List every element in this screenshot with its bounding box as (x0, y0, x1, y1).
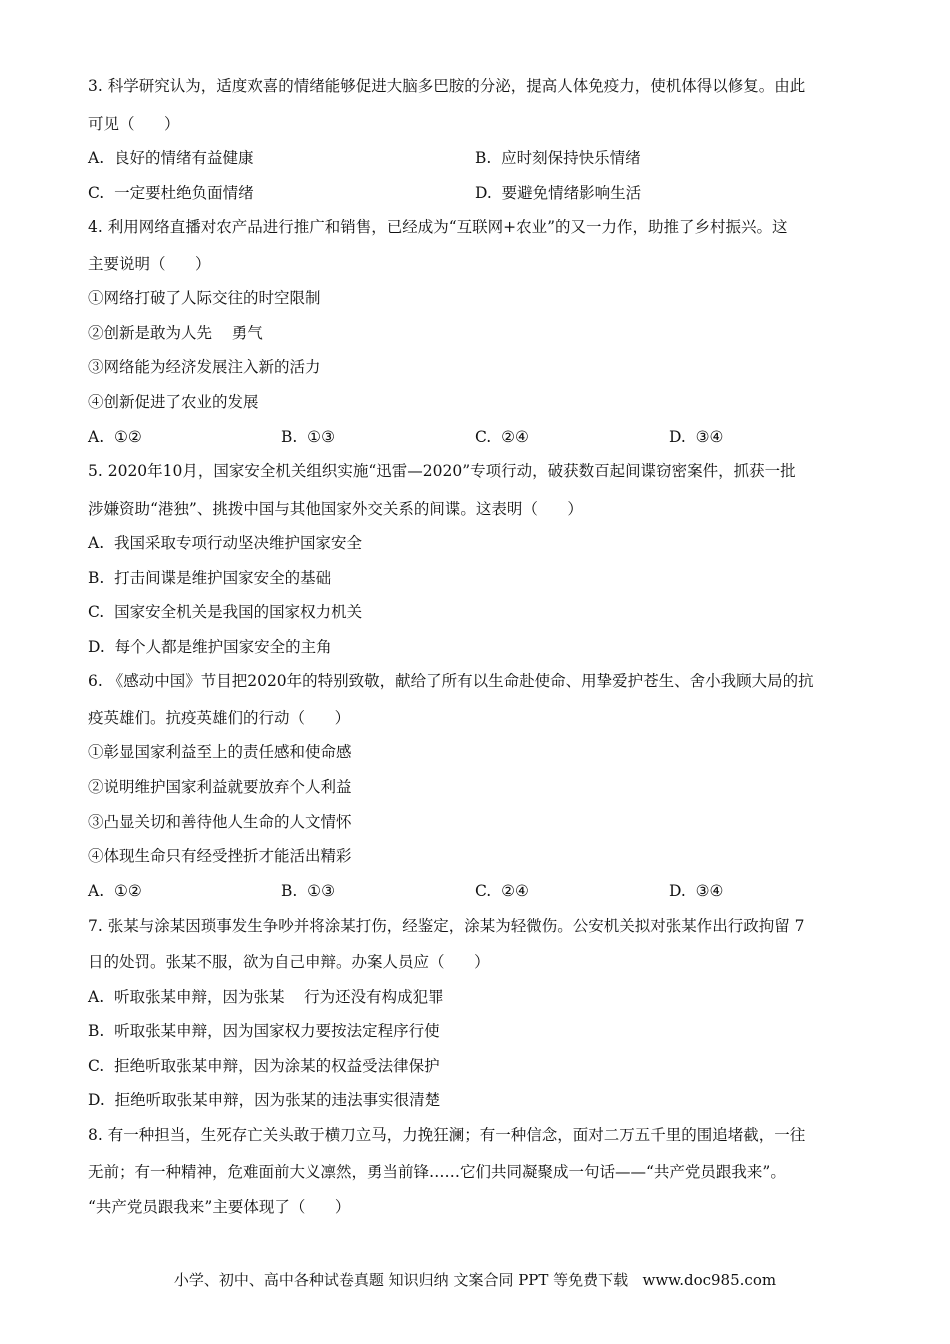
q5-stem-line1: 5. 2020年10月，国家安全机关组织实施“迅雷—2020”专项行动，破获数百起间谍窃密案件，抓获一批 (88, 462, 796, 480)
q5-stem-line2: 涉嫌资助“港独”、挑拨中国与其他国家外交关系的间谍。这表明（ ） (88, 500, 583, 518)
q6-item-3: ③凸显关切和善待他人生命的人文情怀 (88, 813, 352, 831)
q4-item-1: ①网络打破了人际交往的时空限制 (88, 289, 321, 307)
q4-item-4: ④创新促进了农业的发展 (88, 393, 259, 411)
q3-option-a: A. 良好的情绪有益健康 (88, 149, 254, 167)
q4-item-2: ②创新是敢为人先 勇气 (88, 324, 263, 342)
q7-option-b: B. 听取张某申辩，因为国家权力要按法定程序行使 (88, 1022, 440, 1040)
q4-option-c: C. ②④ (475, 428, 529, 446)
q8-stem-line3: “共产党员跟我来”主要体现了（ ） (88, 1198, 351, 1216)
q6-item-4: ④体现生命只有经受挫折才能活出精彩 (88, 847, 352, 865)
q6-option-d: D. ③④ (669, 882, 724, 900)
q7-stem-line2: 日的处罚。张某不服，欲为自己申辩。办案人员应（ ） (88, 953, 490, 971)
q3-option-c: C. 一定要杜绝负面情绪 (88, 184, 254, 202)
q6-option-c: C. ②④ (475, 882, 529, 900)
q6-stem-line2: 疫英雄们。抗疫英雄们的行动（ ） (88, 709, 351, 727)
q8-stem-line1: 8. 有一种担当，生死存亡关头敢于横刀立马，力挽狂澜；有一种信念，面对二万五千里的围追堵截，一往 (88, 1126, 806, 1144)
q5-option-b: B. 打击间谍是维护国家安全的基础 (88, 569, 332, 587)
q6-item-1: ①彰显国家利益至上的责任感和使命感 (88, 743, 352, 761)
q4-item-3: ③网络能为经济发展注入新的活力 (88, 358, 321, 376)
q6-stem-line1: 6. 《感动中国》节目把2020年的特别致敬，献给了所有以生命赴使命、用挚爱护苍生、舍小我顾大局的抗 (88, 672, 814, 690)
q7-option-a: A. 听取张某申辩，因为张某 行为还没有构成犯罪 (88, 988, 444, 1006)
q5-option-a: A. 我国采取专项行动坚决维护国家安全 (88, 534, 362, 552)
q5-option-c: C. 国家安全机关是我国的国家权力机关 (88, 603, 363, 621)
q4-option-a: A. ①② (88, 428, 142, 446)
q6-option-a: A. ①② (88, 882, 142, 900)
q3-stem-line2: 可见（ ） (88, 115, 180, 133)
q7-option-d: D. 拒绝听取张某申辩，因为张某的违法事实很清楚 (88, 1091, 441, 1109)
q3-option-d: D. 要避免情绪影响生活 (475, 184, 642, 202)
q4-option-b: B. ①③ (281, 428, 335, 446)
footer-download-text: 小学、初中、高中各种试卷真题 知识归纳 文案合同 PPT 等免费下载 www.doc985.com (173, 1271, 777, 1289)
q6-option-b: B. ①③ (281, 882, 335, 900)
q8-stem-line2: 无前；有一种精神，危难面前大义凛然，勇当前锋……它们共同凝聚成一句话——“共产党员跟我来”。 (88, 1163, 786, 1181)
q4-option-d: D. ③④ (669, 428, 724, 446)
q3-option-b: B. 应时刻保持快乐情绪 (475, 149, 641, 167)
q6-item-2: ②说明维护国家利益就要放弃个人利益 (88, 778, 352, 796)
q3-stem-line1: 3. 科学研究认为，适度欢喜的情绪能够促进大脑多巴胺的分泌，提高人体免疫力，使机体得以修复。由此 (88, 77, 806, 95)
q7-option-c: C. 拒绝听取张某申辩，因为涂某的权益受法律保护 (88, 1057, 440, 1075)
q5-option-d: D. 每个人都是维护国家安全的主角 (88, 638, 332, 656)
q7-stem-line1: 7. 张某与涂某因琐事发生争吵并将涂某打伤，经鉴定，涂某为轻微伤。公安机关拟对张某作出行政拘留 7 (88, 917, 805, 935)
q4-stem-line2: 主要说明（ ） (88, 255, 211, 273)
q4-stem-line1: 4. 利用网络直播对农产品进行推广和销售，已经成为“互联网+农业”的又一力作，助推了乡村振兴。这 (88, 218, 788, 236)
